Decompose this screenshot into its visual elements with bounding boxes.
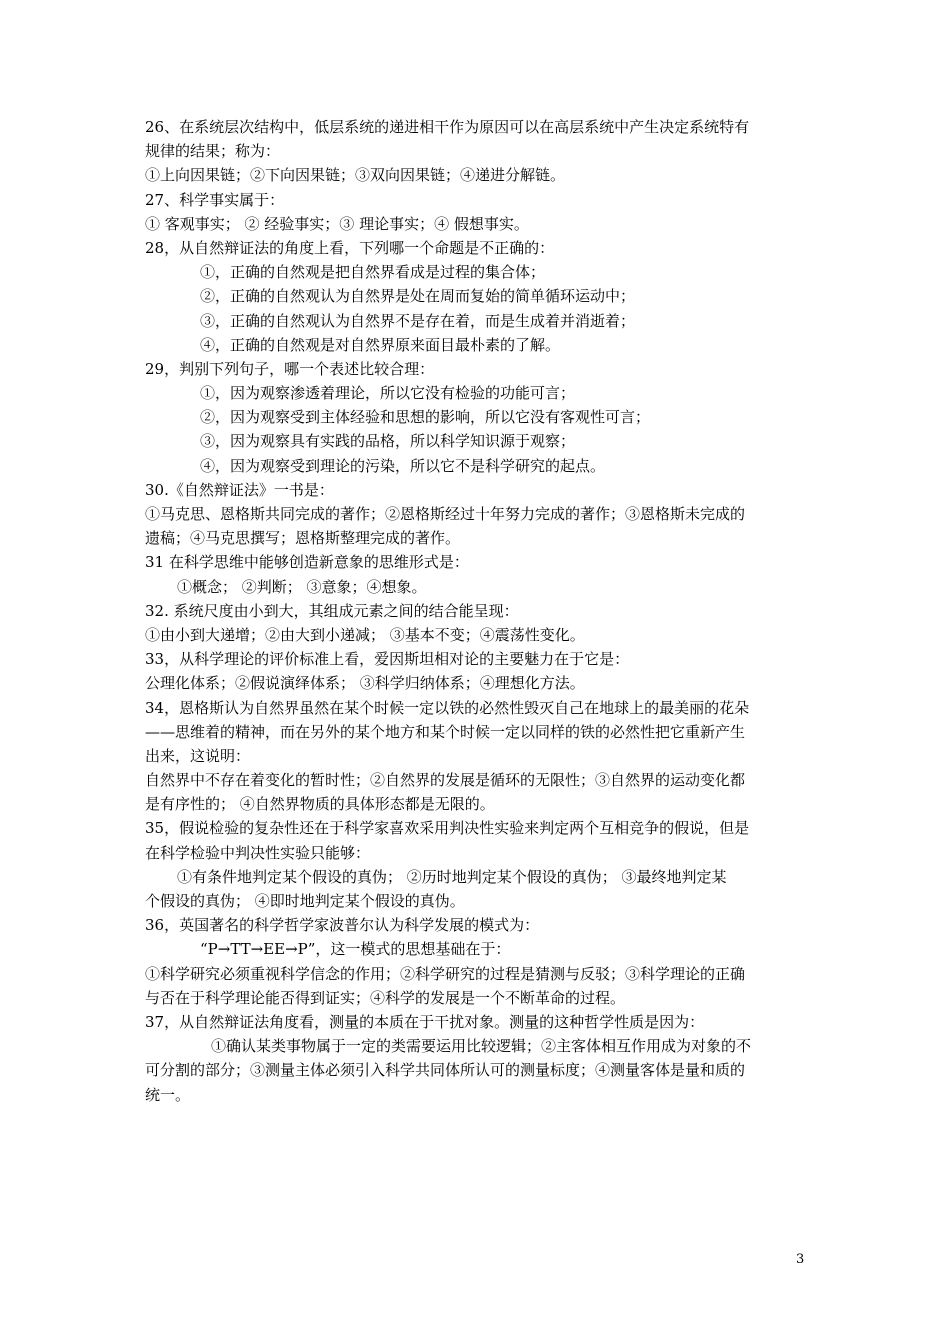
- text-line: “P→TT→EE→P”，这一模式的思想基础在于：: [200, 940, 511, 959]
- text-line: ——思维着的精神，而在另外的某个地方和某个时候一定以同样的铁的必然性把它重新产生: [145, 722, 746, 741]
- text-line: 32. 系统尺度由小到大，其组成元素之间的结合能呈现：: [145, 601, 519, 620]
- text-line: 可分割的部分；③测量主体必须引入科学共同体所认可的测量标度；④测量客体是量和质的: [145, 1061, 746, 1080]
- text-line: 出来，这说明：: [145, 746, 251, 765]
- text-line: ④，正确的自然观是对自然界原来面目最朴素的了解。: [200, 335, 561, 354]
- text-line: 34，恩格斯认为自然界虽然在某个时候一定以铁的必然性毁灭自己在地球上的最美丽的花朵: [145, 698, 750, 717]
- text-line: ①科学研究必须重视科学信念的作用；②科学研究的过程是猜测与反驳；③科学理论的正确: [145, 964, 746, 983]
- text-line: ①，正确的自然观是把自然界看成是过程的集合体；: [200, 263, 546, 282]
- text-line: ①概念； ②判断； ③意象；④想象。: [177, 577, 427, 596]
- text-line: 个假设的真伪； ④即时地判定某个假设的真伪。: [145, 892, 465, 910]
- text-line: 遗稿；④马克思撰写；恩格斯整理完成的著作。: [145, 529, 461, 548]
- page-number: 3: [796, 1252, 805, 1267]
- text-line: ①上向因果链；②下向因果链；③双向因果链；④递进分解链。: [145, 166, 566, 185]
- text-line: ①马克思、恩格斯共同完成的著作；②恩格斯经过十年努力完成的著作；③恩格斯未完成的: [145, 505, 746, 523]
- text-line: 自然界中不存在着变化的暂时性；②自然界的发展是循环的无限性；③自然界的运动变化都: [145, 771, 746, 790]
- text-line: 30.《自然辩证法》一书是：: [145, 480, 334, 499]
- text-line: 28，从自然辩证法的角度上看，下列哪一个命题是不正确的：: [145, 238, 555, 257]
- text-line: ④，因为观察受到理论的污染，所以它不是科学研究的起点。: [200, 456, 606, 475]
- text-line: 在科学检验中判决性实验只能够：: [145, 843, 371, 862]
- text-line: 33，从科学理论的评价标准上看，爱因斯坦相对论的主要魅力在于它是：: [145, 650, 630, 669]
- text-line: ①有条件地判定某个假设的真伪； ②历时地判定某个假设的真伪； ③最终地判定某: [177, 867, 727, 886]
- text-line: ①由小到大递增；②由大到小递减； ③基本不变；④震荡性变化。: [145, 625, 585, 644]
- text-line: ②，因为观察受到主体经验和思想的影响，所以它没有客观性可言；: [200, 408, 651, 427]
- text-line: 公理化体系；②假说演绎体系； ③科学归纳体系；④理想化方法。: [145, 674, 585, 693]
- text-line: 31 在科学思维中能够创造新意象的思维形式是：: [145, 553, 469, 572]
- text-line: ①确认某类事物属于一定的类需要运用比较逻辑；②主客体相互作用成为对象的不: [211, 1037, 752, 1056]
- text-line: 29，判别下列句子，哪一个表述比较合理：: [145, 359, 435, 378]
- text-line: ①，因为观察渗透着理论，所以它没有检验的功能可言；: [200, 384, 576, 403]
- document-body: [145, 115, 810, 1107]
- text-line: 是有序性的； ④自然界物质的具体形态都是无限的。: [145, 795, 495, 814]
- text-line: 35，假说检验的复杂性还在于科学家喜欢采用判决性实验来判定两个互相竞争的假说，但是: [145, 819, 750, 838]
- text-line: 规律的结果；称为：: [145, 142, 281, 161]
- text-line: 27、科学事实属于：: [145, 190, 285, 209]
- text-line: ③，因为观察具有实践的品格，所以科学知识源于观察；: [200, 432, 576, 451]
- text-line: ②，正确的自然观认为自然界是处在周而复始的简单循环运动中；: [200, 287, 636, 306]
- text-line: ③，正确的自然观认为自然界不是存在着，而是生成着并消逝着；: [200, 311, 636, 330]
- text-line: ① 客观事实； ② 经验事实；③ 理论事实；④ 假想事实。: [145, 214, 529, 233]
- text-line: 26、在系统层次结构中，低层系统的递进相干作为原因可以在高层系统中产生决定系统特有: [145, 118, 750, 136]
- text-line: 37，从自然辩证法角度看，测量的本质在于干扰对象。测量的这种哲学性质是因为：: [145, 1012, 705, 1031]
- text-line: 与否在于科学理论能否得到证实；④科学的发展是一个不断革命的过程。: [145, 988, 626, 1007]
- text-line: 统一。: [145, 1085, 191, 1104]
- text-line: 36，英国著名的科学哲学家波普尔认为科学发展的模式为：: [145, 916, 540, 935]
